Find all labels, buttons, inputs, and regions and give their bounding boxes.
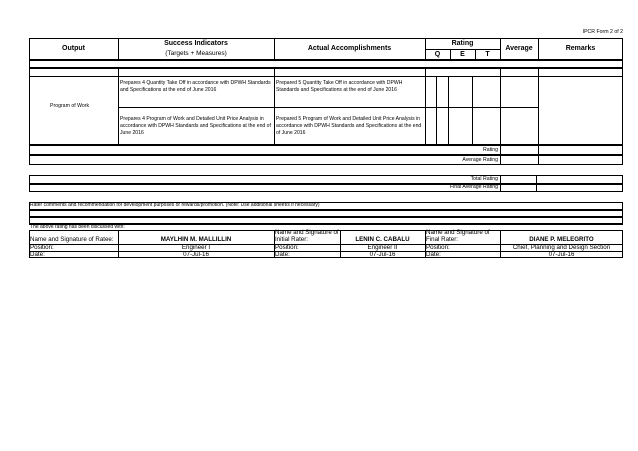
ratee-name: MAYLHIN M. MALLILLIN [160,236,232,243]
ratee-position-label: Position: [30,244,54,251]
initial-rater-position-label: Position: [275,244,299,251]
initial-rater-date: 07-Jul-16 [369,251,396,258]
final-rater-position: Chief, Planning and Design Section [512,244,611,251]
header-average: Average [505,45,533,52]
ratee-date: 07-Jul-16 [183,251,209,258]
total-rating-label: Total Rating [470,176,498,182]
header-output: Output [62,45,85,52]
final-rater-position-label: Position: [426,244,450,251]
header-remarks: Remarks [565,45,596,52]
comments-area-2 [29,217,623,224]
total-rating-row [29,175,623,184]
ratee-date-label: Date: [30,251,45,258]
row-output: Program of Work [50,103,90,109]
average-rating-row [29,155,623,165]
header-q: Q [434,51,441,58]
accomplishment-1: Prepared 5 Quantity Take Off in accordance with DPWH Standards and Specifications at the end of June 2016 [276,80,403,93]
comments-area-1 [29,210,623,217]
final-rater-date: 07-Jul-16 [548,251,575,258]
average-rating-label: Average Rating [462,157,498,163]
indicator-1: Prepares 4 Quantity Take Off in accordance with DPWH Standards and Specifications at the end of June 2016 [120,80,271,93]
initial-rater-label-1: Name and Signature of [275,229,339,236]
final-average-label: Final Average Rating [449,184,498,190]
header-success-indicators: Success Indicators [164,40,228,47]
accomplishment-2: Prepared 5 Program of Work and Detailed Unit Price Analysis in accordance with DPWH Standards and Specifications at the end of June 2016 [276,116,422,136]
initial-rater-name: LENIN C. CABALU [355,236,410,243]
final-rater-label-1: Name and Signature of [426,229,490,236]
header-e: E [460,51,465,58]
final-rater-name: DIANE P. MELEGRITO [529,236,594,243]
final-rater-label-2: Final Rater: [426,236,458,243]
rating-row [29,145,623,155]
initial-rater-position: Engineer II [367,244,398,251]
ratee-position: Engineer I [181,244,211,251]
header-targets-measures: (Targets + Measures) [165,50,227,57]
discussed-label: The above rating has been discussed with: [30,224,125,230]
indicator-2: Prepares 4 Program of Work and Detailed Unit Price Analysis in accordance with DPWH Standards and Specifications at the end of June 2016 [120,116,271,136]
ratee-label: Name and Signature of Ratee: [30,236,114,243]
final-rater-date-label: Date: [426,251,441,258]
comments-label: Rater comments and recommendation for development purposes or rewards/promotion. (Note: Use additional sheet/s if necessary) [30,202,320,208]
final-average-row [29,184,623,192]
spacer-row [29,60,623,68]
initial-rater-label-2: Initial Rater: [275,236,309,243]
form-label: IPCR Form 2 of 2 [582,29,623,35]
rating-label: Rating [483,147,498,153]
header-rating: Rating [451,40,474,47]
initial-rater-date-label: Date: [275,251,290,258]
header-actual-accomplishments: Actual Accomplishments [307,45,392,52]
header-t: T [485,51,490,58]
